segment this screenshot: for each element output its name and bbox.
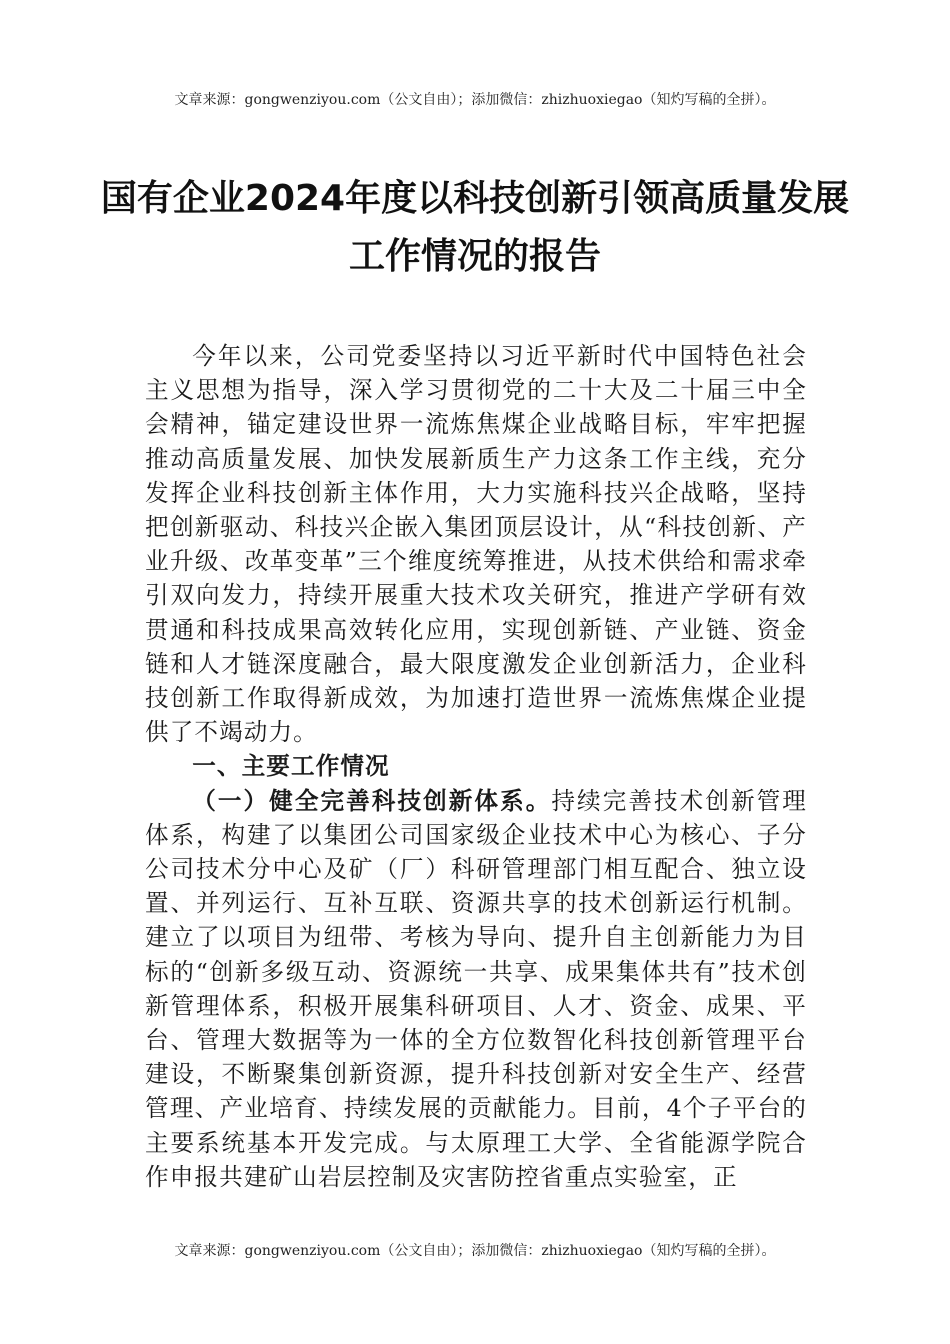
- subsection-paragraph: [145, 784, 807, 1194]
- document-body: [145, 339, 807, 1194]
- footer-source-line: 文章来源：gongwenziyou.com（公文自由）；添加微信：zhizhuoxiegao（知灼写稿的全拼）。: [174, 1243, 776, 1259]
- header-source-line: 文章来源：gongwenziyou.com（公文自由）；添加微信：zhizhuoxiegao（知灼写稿的全拼）。: [174, 92, 776, 108]
- intro-paragraph: 今年以来，公司党委坚持以习近平新时代中国特色社会主义思想为指导，深入学习贯彻党的二十大及二十届三中全会精神，锚定建设世界一流炼焦煤企业战略目标，牢牢把握推动高质量发展、加快发展新质生产力这条工作主线，充分发挥企业科技创新主体作用，大力实施科技兴企战略，坚持把创新驱动、科技兴企嵌入集团顶层设计，从“科技创新、产业升级、改革变革”三个维度统筹推进，从技术供给和需求牵引双向发力，持续开展重大技术攻关研究，推进产学研有效贯通和科技成果高效转化应用，实现创新链、产业链、资金链和人才链深度融合，最大限度激发企业创新活力，企业科技创新工作取得新成效，为加速打造世界一流炼焦煤企业提供了不竭动力。: [145, 342, 807, 747]
- section-heading: 一、主要工作情况: [192, 752, 390, 781]
- subsection-text: 持续完善技术创新管理体系，构建了以集团公司国家级企业技术中心为核心、子分公司技术分中心及矿（厂）科研管理部门相互配合、独立设置、并列运行、互补互联、资源共享的技术创新运行机制。建立了以项目为纽带、考核为导向、提升自主创新能力为目标的“创新多级互动、资源统一共享、成果集体共有”技术创新管理体系，积极开展集科研项目、人才、资金、成果、平台、管理大数据等为一体的全方位数智化科技创新管理平台建设，不断聚集创新资源，提升科技创新对安全生产、经营管理、产业培育、持续发展的贡献能力。目前，4个子平台的主要系统基本开发完成。与太原理工大学、全省能源学院合作申报共建矿山岩层控制及灾害防控省重点实验室，正: [145, 786, 807, 1191]
- document-title: 国有企业2024年度以科技创新引领高质量发展工作情况的报告: [100, 178, 850, 277]
- subsection-heading: （一）健全完善科技创新体系。: [192, 786, 552, 815]
